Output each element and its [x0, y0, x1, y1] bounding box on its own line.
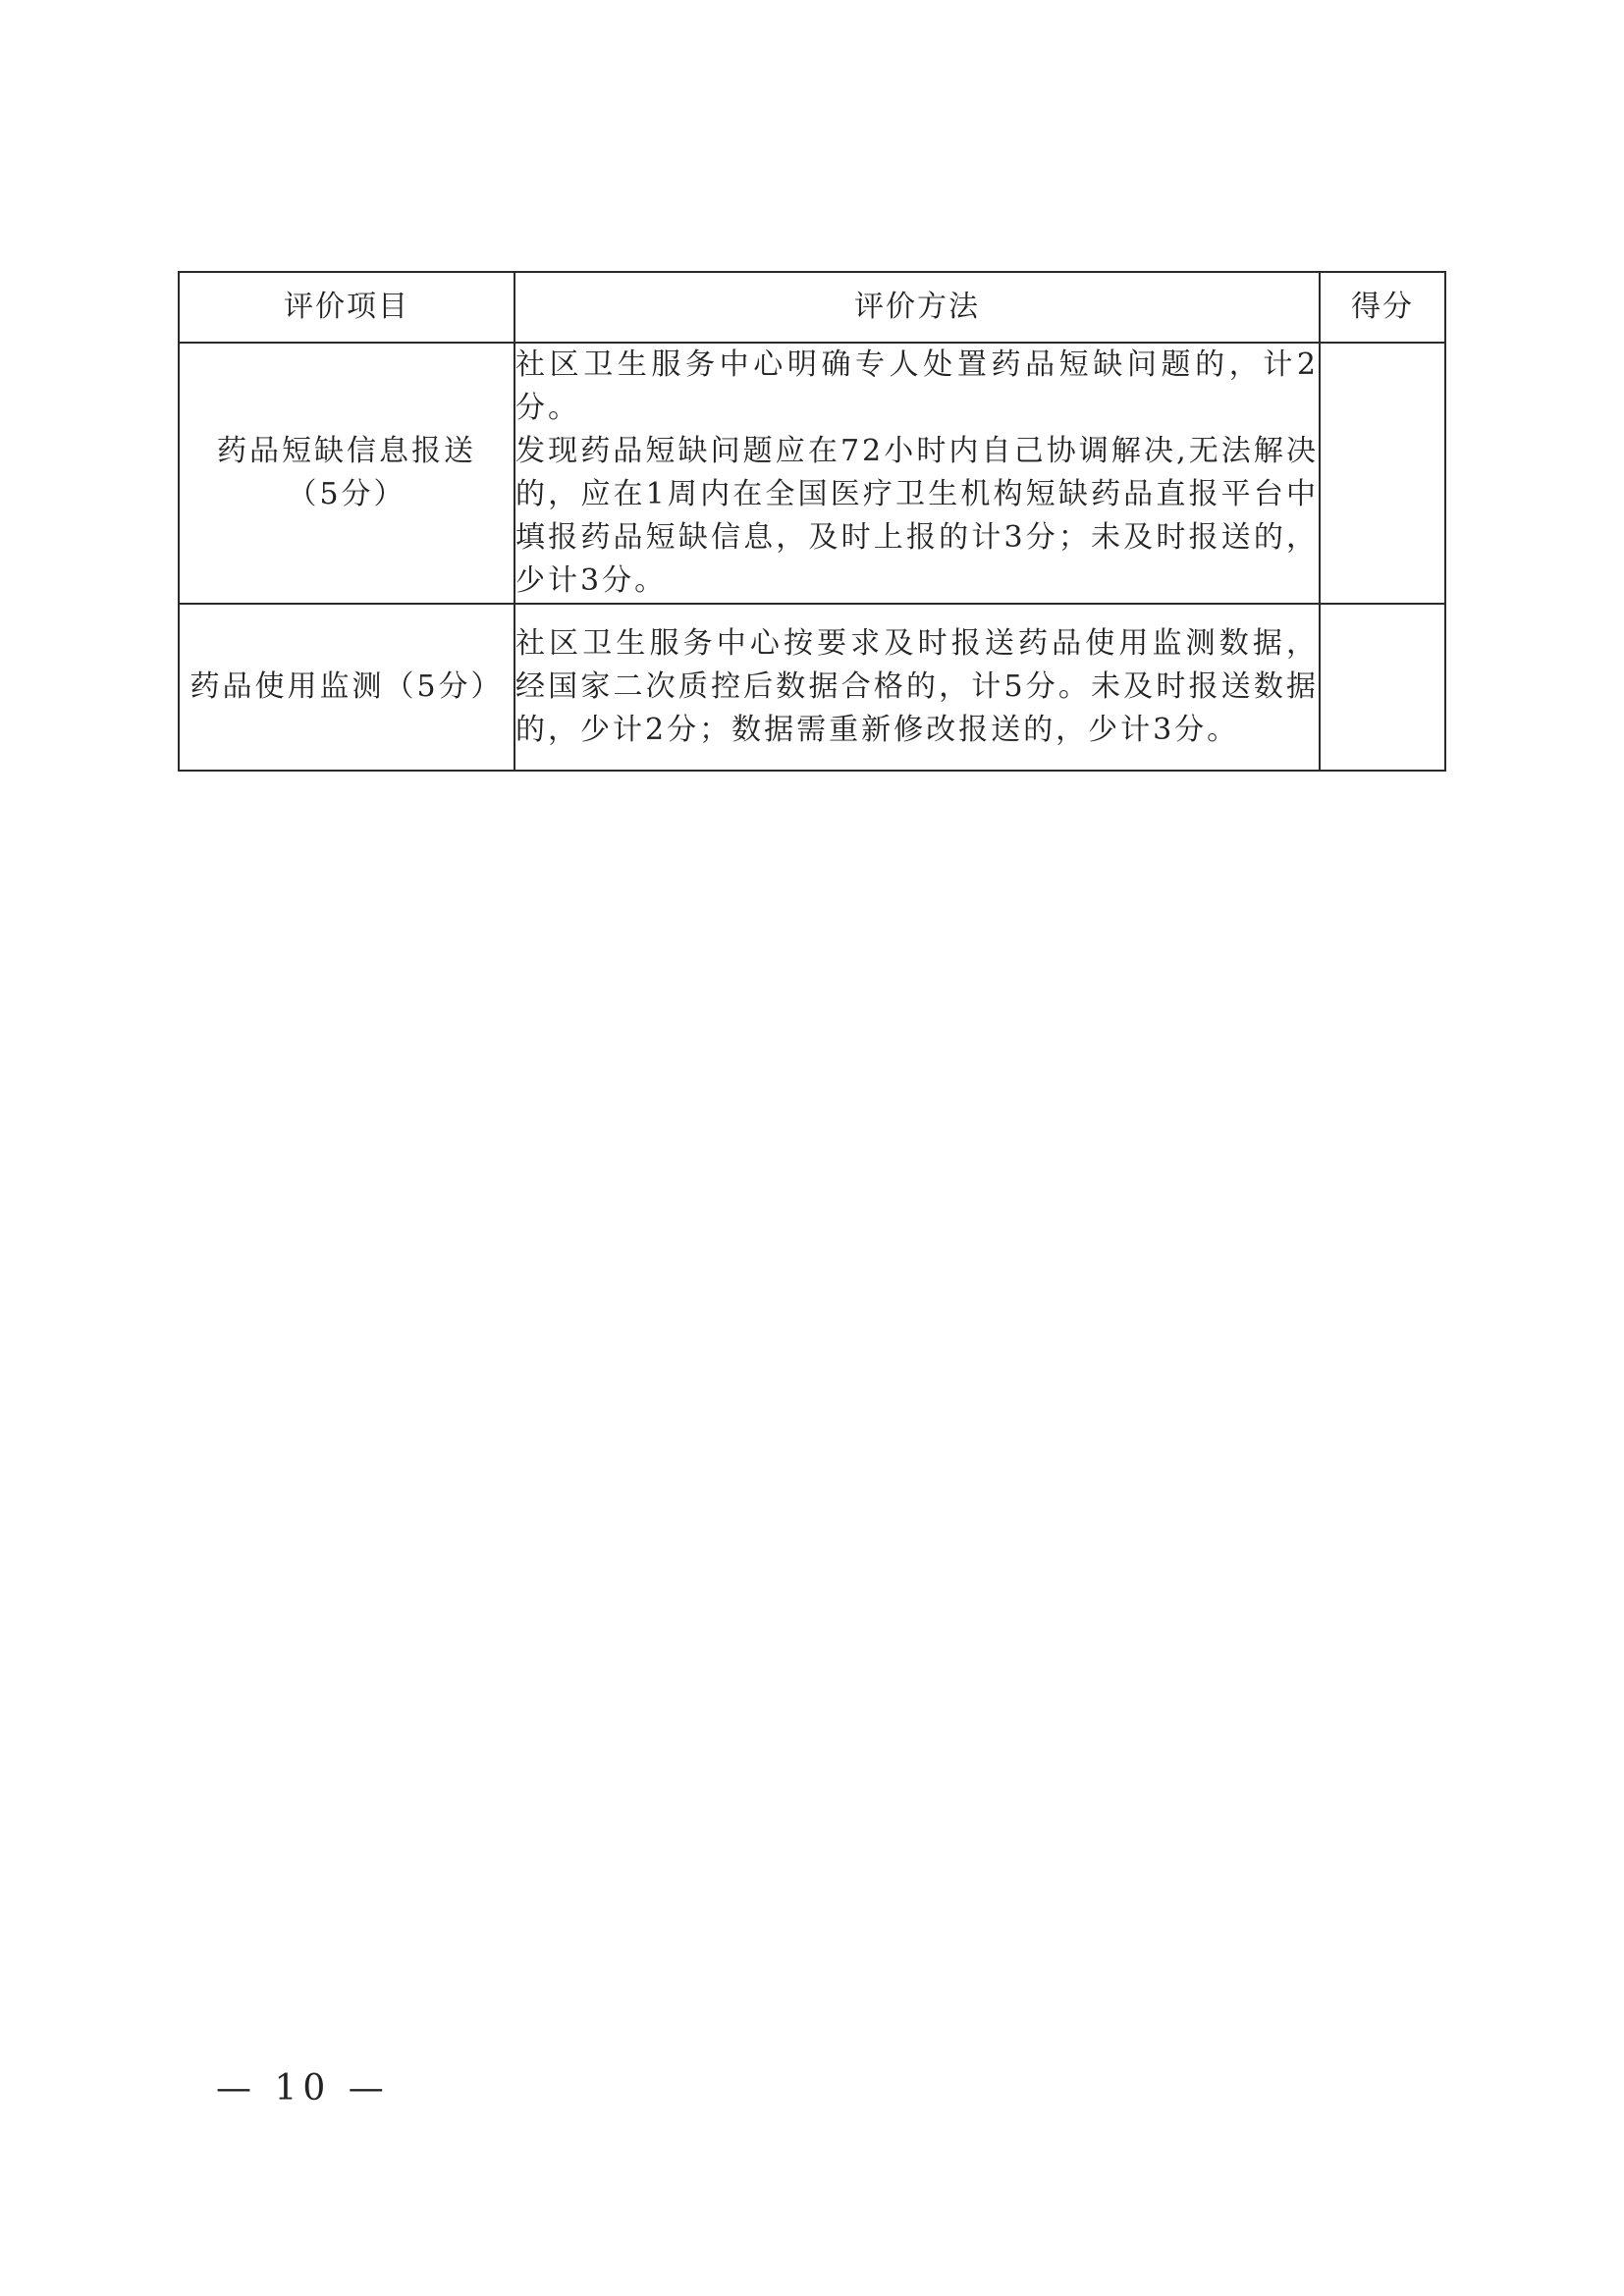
item-name: 药品使用监测（5分）: [189, 669, 504, 704]
method-paragraph: 发现药品短缺问题应在72小时内自己协调解决,无法解决的，应在1周内在全国医疗卫生机构短缺药品直报平台中填报药品短缺信息，及时上报的计3分；未及时报送的，少计3分。: [515, 434, 1319, 598]
item-cell: [179, 604, 514, 771]
item-name: 药品短缺信息报送: [217, 434, 476, 468]
header-score: 得分: [1320, 272, 1445, 343]
method-paragraph: 社区卫生服务中心按要求及时报送药品使用监测数据，经国家二次质控后数据合格的，计5分。未及时报送数据的，少计2分；数据需重新修改报送的，少计3分。: [515, 626, 1319, 747]
table-row: [179, 343, 1445, 604]
method-cell: [514, 343, 1320, 604]
method-paragraph: 社区卫生服务中心明确专人处置药品短缺问题的，计2分。: [515, 347, 1319, 425]
score-cell: [1320, 604, 1445, 771]
item-cell: [179, 343, 514, 604]
method-cell: [514, 604, 1320, 771]
table-header-row: [179, 272, 1445, 343]
header-method: 评价方法: [514, 272, 1320, 343]
evaluation-table: [178, 271, 1446, 772]
page-number: — 10 —: [216, 2068, 390, 2109]
table-row: [179, 604, 1445, 771]
header-item: 评价项目: [179, 272, 514, 343]
score-cell: [1320, 343, 1445, 604]
item-points: （5分）: [287, 477, 406, 511]
